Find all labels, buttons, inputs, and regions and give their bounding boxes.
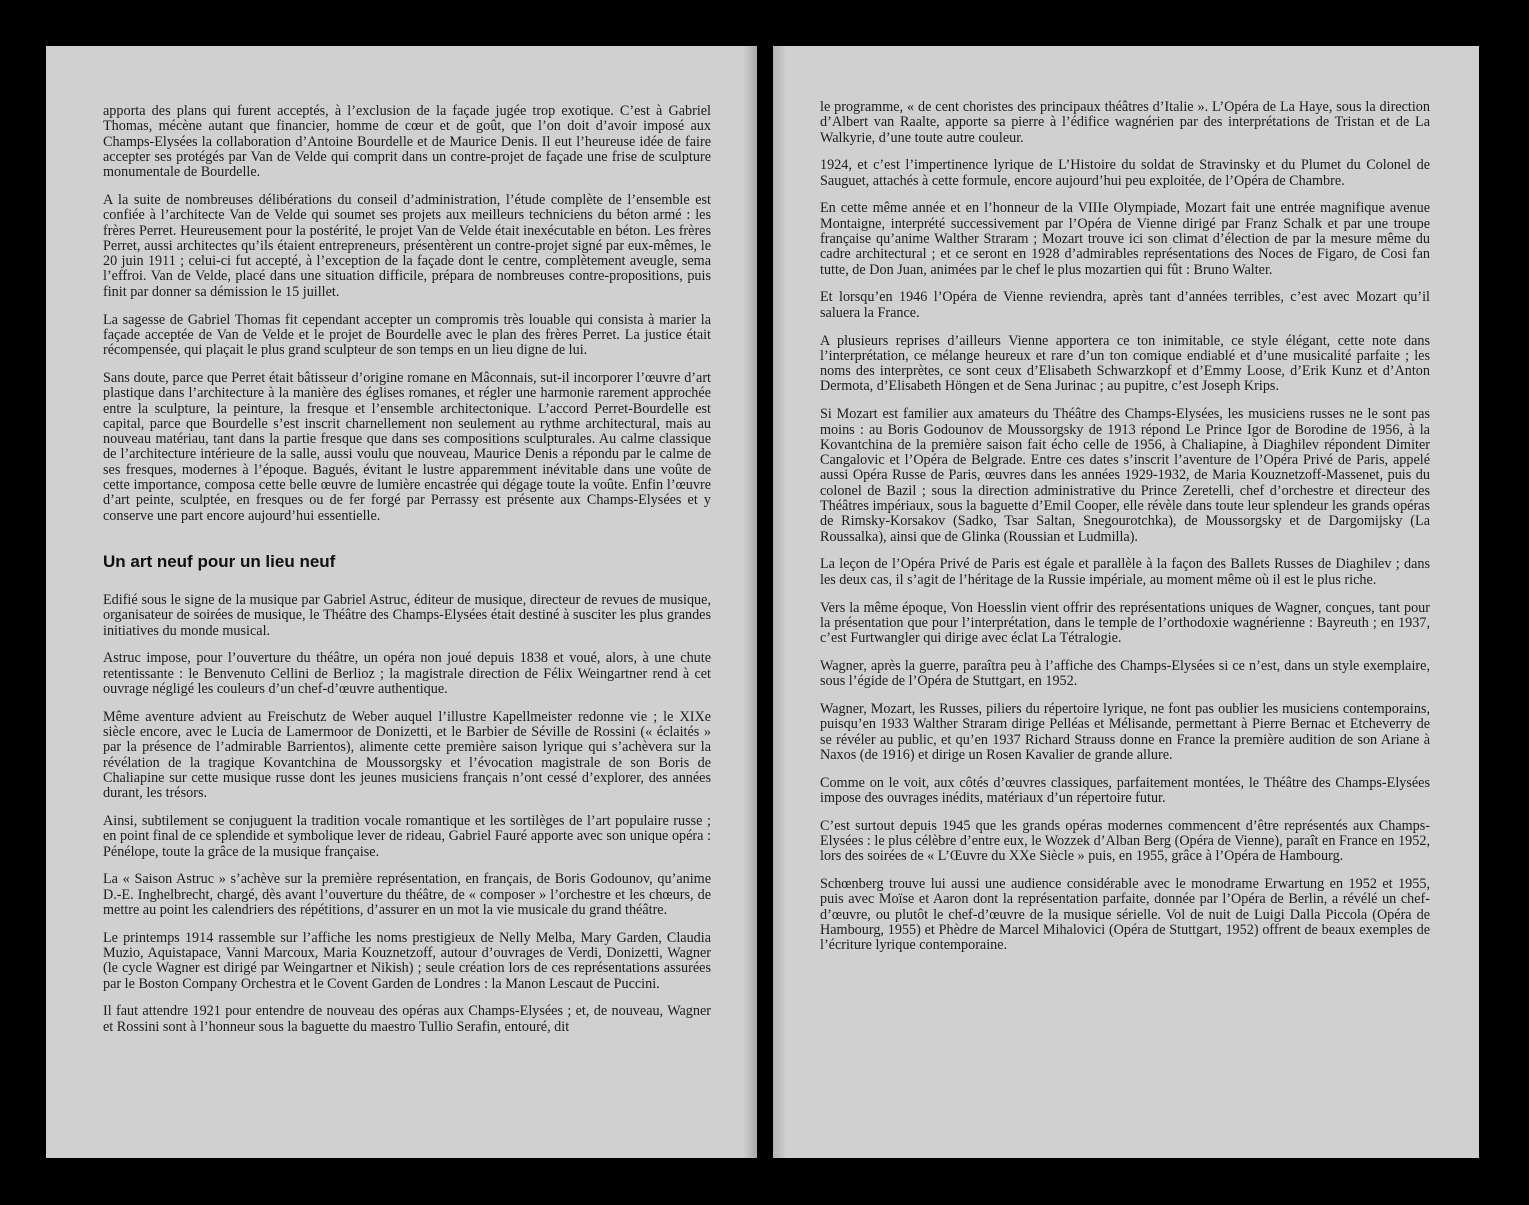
gutter-shadow xyxy=(743,46,757,1158)
paragraph: La « Saison Astruc » s’achève sur la première représentation, en français, de Boris Godounov, qu’anime D.-E. Inghelbrecht, chargé, dès avant l’ouverture du théâtre, de « composer » l’orchestre et les chœurs, de mettre au point les calendriers des répétitions, d’assurer en un mot la vie musicale du grand théâtre. xyxy=(103,871,711,918)
paragraph: La leçon de l’Opéra Privé de Paris est égale et parallèle à la façon des Ballets Russes de Diaghilev ; dans les deux cas, il s’agit de l’héritage de la Russie impériale, au moment même où il est le plus riche. xyxy=(820,556,1430,588)
paragraph: Et lorsqu’en 1946 l’Opéra de Vienne reviendra, après tant d’années terribles, c’est avec Mozart qu’il saluera la France. xyxy=(820,289,1430,321)
paragraph: Schœnberg trouve lui aussi une audience considérable avec le monodrame Erwartung en 1952 et 1955, puis avec Moïse et Aaron dont la représentation parfaite, donnée par l’Opéra de Berlin, a révélé un chef-d’œuvre, ou plutôt le chef-d’œuvre de la musique sérielle. Vol de nuit de Luigi Dalla Piccola (Opéra de Hambourg, 1955) et Phèdre de Marcel Mihalovici (Opéra de Stuttgart, 1952) offrent de beaux exemples de l’écriture lyrique contemporaine. xyxy=(820,876,1430,954)
paragraph: Ainsi, subtilement se conjuguent la tradition vocale romantique et les sortilèges de l’art populaire russe ; en point final de ce splendide et symbolique lever de rideau, Gabriel Fauré apporte avec son unique opéra : Pénélope, toute la grâce de la musique française. xyxy=(103,812,711,860)
paragraph: La sagesse de Gabriel Thomas fit cependant accepter un compromis très louable qui consista à marier la façade acceptée de Van de Velde et le projet de Bourdelle avec le plan des frères Perret. La justice était récompensée, qui plaçait le plus grand sculpteur de son temps en un lieu digne de lui. xyxy=(103,311,711,359)
paragraph: C’est surtout depuis 1945 que les grands opéras modernes commencent d’être représentés aux Champs-Elysées : le plus célèbre d’entre eux, le Wozzek d’Alban Berg (Opéra de Vienne), paraît en France en 1952, lors des soirées de « L’Œuvre du XXe Siècle » puis, en 1955, grâce à l’Opéra de Hambourg. xyxy=(820,817,1430,865)
paragraph: Vers la même époque, Von Hoesslin vient offrir des représentations uniques de Wagner, conçues, tant pour la présentation que pour l’interprétation, dans le temple de l’orthodoxie wagnérienne : Bayreuth ; en 1937, c’est Furtwangler qui dirige avec éclat La Tétralogie. xyxy=(820,599,1430,647)
paragraph: 1924, et c’est l’impertinence lyrique de L’Histoire du soldat de Stravinsky et du Plumet du Colonel de Sauguet, attachés à cette formule, encore aujourd’hui peu exploitée, de l’Opéra de Chambre. xyxy=(820,157,1430,189)
paragraph: A plusieurs reprises d’ailleurs Vienne apportera ce ton inimitable, ce style élégant, cette note dans l’interprétation, ce mélange heureux et rare d’un ton comique endiablé et d’une musicalité parfaite ; les noms des interprètes, ce sont ceux d’Elisabeth Schwarzkopf et d’Emmy Loose, d’Erik Kunz et d’Anton Dermota, d’Elisabeth Höngen et de Sena Jurinac ; au pupitre, c’est Joseph Krips. xyxy=(820,332,1430,395)
paragraph: En cette même année et en l’honneur de la VIIIe Olympiade, Mozart fait une entrée magnifique avenue Montaigne, interprété successivement par l’Opéra de Vienne dirigé par Franz Schalk et par une troupe française qu’anime Walther Straram ; Mozart trouve ici son climat d’élection de par la mesure même du cadre architectural ; et ce seront en 1928 d’admirables représentations des Noces de Figaro, de Cosi fan tutte, de Don Juan, animées par le chef le plus mozartien qui fût : Bruno Walter. xyxy=(820,200,1430,278)
paragraph: Astruc impose, pour l’ouverture du théâtre, un opéra non joué depuis 1838 et voué, alors, à une chute retentissante : le Benvenuto Cellini de Berlioz ; la magistrale direction de Félix Weingartner rend à cet ouvrage négligé les couleurs d’un chef-d’œuvre authentique. xyxy=(103,650,711,697)
paragraph: Le printemps 1914 rassemble sur l’affiche les noms prestigieux de Nelly Melba, Mary Garden, Claudia Muzio, Aquistapace, Vanni Marcoux, Maria Kouznetzoff, autour d’ouvrages de Verdi, Donizetti, Wagner (le cycle Wagner est dirigé par Weingartner et Nikish) ; seule création lors de ces représentations assurées par le Boston Company Orchestra et le Covent Garden de Londres : la Manon Lescaut de Puccini. xyxy=(103,929,711,992)
paragraph: A la suite de nombreuses délibérations du conseil d’administration, l’étude complète de l’ensemble est confiée à l’architecte Van de Velde qui soumet ses projets aux meilleurs techniciens du béton armé : les frères Perret. Heureusement pour la postérité, le projet Van de Velde était inexécutable en béton. Les frères Perret, aussi architectes qu’ils étaient entrepreneurs, présentèrent un contre-projet signé par eux-mêmes, le 20 juin 1911 ; celui-ci fut accepté, à l’exception de la façade dont le centre, complètement aveugle, sema l’effroi. Van de Velde, placé dans une situation difficile, prépara de nombreuses contre-propositions, puis finit par donner sa démission le 15 juillet. xyxy=(103,191,711,300)
paragraph: le programme, « de cent choristes des principaux théâtres d’Italie ». L’Opéra de La Haye, sous la direction d’Albert van Raalte, apporte sa pierre à l’édifice wagnérien par des interprétations de Tristan et de La Walkyrie, d’une toute autre couleur. xyxy=(820,99,1430,146)
paragraph: Comme on le voit, aux côtés d’œuvres classiques, parfaitement montées, le Théâtre des Champs-Elysées impose des ouvrages inédits, matériaux d’un répertoire futur. xyxy=(820,774,1430,806)
paragraph: Wagner, après la guerre, paraîtra peu à l’affiche des Champs-Elysées si ce n’est, dans un style exemplaire, sous l’égide de l’Opéra de Stuttgart, en 1952. xyxy=(820,657,1430,690)
paragraph: Sans doute, parce que Perret était bâtisseur d’origine romane en Mâconnais, sut-il incorporer l’œuvre d’art plastique dans l’architecture à la manière des églises romanes, et régler une harmonie rarement approchée entre la sculpture, la peinture, la fresque et l’ensemble architectonique. L’accord Perret-Bourdelle est capital, parce que Bourdelle s’est inscrit charnellement non seulement au rythme architectural, mais au nouveau matériau, tant dans la partie fresque que dans ses compositions sculpturales. Au calme classique de l’architecture intérieure de la salle, aussi voulu que nouveau, Maurice Denis a répondu par le calme de ses fresques, modernes à l’époque. Bagués, évitant le lustre apparemment inévitable dans une voûte de cette importance, composa cette belle œuvre de lumière encastrée qui dégage toute la voûte. Enfin l’œuvre d’art peinte, sculptée, en fresques ou de fer forgé par Perrassy est présente aux Champs-Elysées et y conserve une part encore aujourd’hui essentielle. xyxy=(103,369,711,524)
paragraph: Edifié sous le signe de la musique par Gabriel Astruc, éditeur de musique, directeur de revues de musique, organisateur de soirées de musique, le Théâtre des Champs-Elysées était destiné à susciter les plus grandes initiatives du monde musical. xyxy=(103,591,711,639)
paragraph: Même aventure advient au Freischutz de Weber auquel l’illustre Kapellmeister redonne vie ; le XIXe siècle encore, avec le Lucia de Lamermoor de Donizetti, et le Barbier de Séville de Rossini (« éclaités » par la présence de l’admirable Barrientos), alimente cette première saison lyrique qui s’achèvera sur la révélation de la tragique Kovantchina de Moussorgsky et l’évocation magistrale de son Boris de Chaliapine sur cette musique russe dont les jeunes musiciens français n’ont cessé d’explorer, des années durant, les trésors. xyxy=(103,708,711,802)
left-page xyxy=(46,46,757,1158)
paragraph: Il faut attendre 1921 pour entendre de nouveau des opéras aux Champs-Elysées ; et, de nouveau, Wagner et Rossini sont à l’honneur sous la baguette du maestro Tullio Serafin, entouré, dit xyxy=(103,1003,711,1035)
section-heading: Un art neuf pour un lieu neuf xyxy=(103,551,336,571)
paragraph: apporta des plans qui furent acceptés, à l’exclusion de la façade jugée trop exotique. C’est à Gabriel Thomas, mécène autant que financier, homme de cœur et de goût, que l’on doit d’avoir imposé aux Champs-Elysées la collaboration d’Antoine Bourdelle et de Maurice Denis. Il eut l’heureuse idée de faire accepter ses protégés par Van de Velde qui comprit dans un contre-projet de façade une frise de sculpture monumentale de Bourdelle. xyxy=(103,103,711,181)
paragraph: Wagner, Mozart, les Russes, piliers du répertoire lyrique, ne font pas oublier les musiciens contemporains, puisqu’en 1933 Walther Straram dirige Pelléas et Mélisande, permettant à Pierre Bernac et Etcheverry de se révéler au public, et qu’en 1937 Richard Strauss donne en France la première audition de son Ariane à Naxos (de 1916) et dirige un Rosen Kavalier de grande allure. xyxy=(820,701,1430,763)
paragraph: Si Mozart est familier aux amateurs du Théâtre des Champs-Elysées, les musiciens russes ne le sont pas moins : au Boris Godounov de Moussorgsky de 1913 répond Le Prince Igor de Borodine de 1956, à la Kovantchina de la première saison fait écho celle de 1956, à Chaliapine, à Diaghilev répondent Dimiter Cangalovic et l’Opéra de Belgrade. Entre ces dates s’inscrit l’aventure de l’Opéra Privé de Paris, appelé aussi Opéra Russe de Paris, œuvres dans les années 1929-1932, de Maria Kouznetzoff-Massenet, puis du colonel de Bazil ; sous la direction administrative du Prince Zeretelli, chef d’orchestre et directeur des Théâtres impériaux, sous la baguette d’Emil Cooper, elle révèle dans toute leur splendeur les grands opéras de Rimsky-Korsakov (Sadko, Tsar Saltan, Snegourotchka), de Moussorgsky et de Dargomijsky (La Roussalka), ainsi que de Glinka (Roussian et Ludmilla). xyxy=(820,406,1430,545)
gutter-shadow xyxy=(773,46,787,1158)
right-page xyxy=(773,46,1479,1158)
